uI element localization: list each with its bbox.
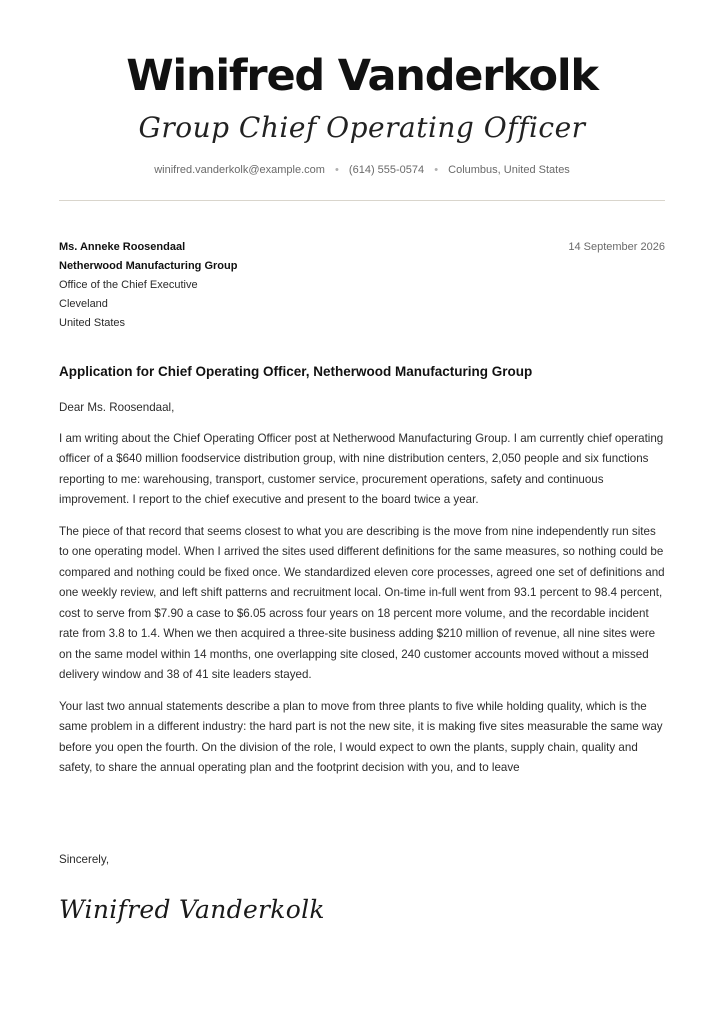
location-text: Columbus, United States	[448, 164, 570, 176]
recipient-block	[59, 238, 237, 333]
body-paragraph: Your last two annual statements describe a plan to move from three plants to five while holding quality, which is the same problem in a different industry: the hard part is not the new site, it is making five sites measurable the same way before you open the fourth. On the division of the role, I would expect to own the plants, supply chain, quality and safety, to share the annual operating plan and the footprint decision with you, and to leave	[59, 699, 663, 774]
recipient-company: Netherwood Manufacturing Group	[59, 260, 238, 272]
body-paragraph: The piece of that record that seems closest to what you are describing is the move from nine independently run sites to one operating model. When I arrived the sites used different definitions for the same measures, so nothing could be compared and nothing could be fixed once. We standardized eleven core processes, agreed one set of definitions and one weekly review, and left shift patterns and recruitment local. On-time in-full went from 93.1 percent to 98.4 percent, cost to serve from $7.90 a case to $6.05 across four years on 18 percent more volume, and the recordable incident rate from 3.8 to 1.4. When we then acquired a three-site business adding $210 million of revenue, all nine sites were on the same model within 14 months, one overlapping site closed, 240 customer accounts moved without a missed delivery window and 38 of 41 site leaders stayed.	[59, 524, 665, 681]
phone-text: (614) 555-0574	[348, 164, 425, 176]
recipient-name: Ms. Anneke Roosendaal	[59, 241, 186, 253]
recipient-department: Office of the Chief Executive	[59, 279, 198, 291]
sender-role: Group Chief Operating Officer	[138, 111, 586, 144]
closing-text: Sincerely,	[59, 853, 110, 866]
contact-line	[0, 162, 724, 178]
signature: Winifred Vanderkolk	[59, 895, 325, 924]
recipient-city: Cleveland	[59, 298, 108, 310]
sender-name: Winifred Vanderkolk	[126, 51, 598, 101]
letter-body	[59, 398, 665, 790]
salutation: Dear Ms. Roosendaal,	[59, 401, 175, 414]
header-divider	[59, 200, 665, 201]
letter-date: 14 September 2026	[568, 241, 665, 253]
email-text: winifred.vanderkolk@example.com	[154, 164, 325, 176]
body-paragraph: I am writing about the Chief Operating Officer post at Netherwood Manufacturing Group. I am currently chief operating officer of a $640 million foodservice distribution group, with nine distribution centers, 2,050 people and six functions reporting to me: warehousing, transport, customer service, procurement operations, safety and continuous improvement. I report to the chief executive and present to the board twice a year.	[59, 431, 664, 506]
separator-dot: •	[335, 164, 339, 176]
separator-dot: •	[434, 164, 439, 176]
subject-line: Application for Chief Operating Officer, Netherwood Manufacturing Group	[59, 364, 533, 379]
recipient-country: United States	[59, 317, 126, 329]
